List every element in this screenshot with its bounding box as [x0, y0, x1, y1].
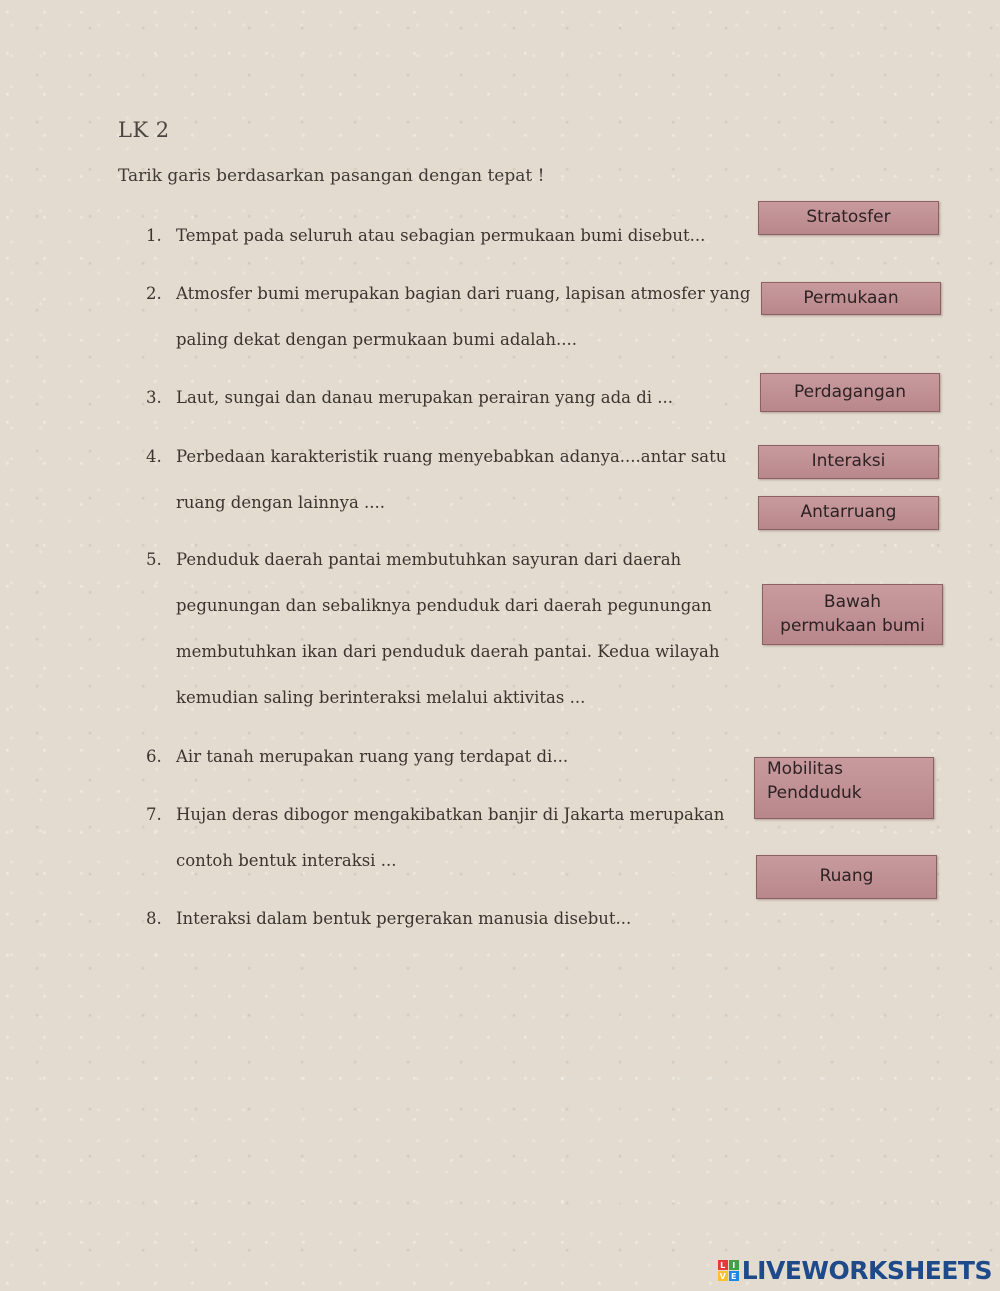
- answer-label: Bawah: [823, 591, 882, 612]
- question-text: Tempat pada seluruh atau sebagian permukaan bumi disebut...: [176, 226, 706, 245]
- answer-box-ruang[interactable]: [756, 855, 937, 899]
- question-number: 8.: [146, 909, 162, 928]
- instruction-text: Tarik garis berdasarkan pasangan dengan tepat !: [118, 166, 545, 186]
- question-text: Laut, sungai dan danau merupakan perairan yang ada di ...: [176, 388, 674, 407]
- question-text: kemudian saling berinteraksi melalui aktivitas ...: [176, 688, 586, 707]
- answer-label: Ruang: [819, 866, 874, 887]
- answer-label: Interaksi: [811, 451, 886, 472]
- question-text: Hujan deras dibogor mengakibatkan banjir di Jakarta merupakan: [176, 805, 725, 824]
- answer-label: permukaan bumi: [780, 615, 925, 636]
- question-number: 7.: [146, 805, 162, 824]
- question-text: pegunungan dan sebaliknya penduduk dari daerah pegunungan: [176, 596, 712, 615]
- question-text: membutuhkan ikan dari penduduk daerah pantai. Kedua wilayah: [176, 642, 720, 661]
- question-number: 2.: [146, 284, 162, 303]
- answer-box-mobilitas-penduduk[interactable]: [754, 757, 934, 819]
- worksheet-title: LK 2: [118, 118, 170, 142]
- liveworksheets-logo-icon: [718, 1260, 739, 1281]
- question-text: Perbedaan karakteristik ruang menyebabkan adanya....antar satu: [176, 447, 727, 466]
- logo-letter: E: [729, 1271, 739, 1281]
- answer-label: Permukaan: [803, 287, 899, 308]
- question-number: 1.: [146, 226, 162, 245]
- answer-box-stratosfer[interactable]: [758, 201, 939, 235]
- question-text: paling dekat dengan permukaan bumi adalah....: [176, 330, 577, 349]
- answer-label: Pendduduk: [767, 782, 862, 803]
- answer-box-perdagangan[interactable]: [760, 373, 940, 412]
- question-number: 4.: [146, 447, 162, 466]
- logo-letter: V: [719, 1271, 726, 1281]
- question-text: Penduduk daerah pantai membutuhkan sayuran dari daerah: [176, 550, 682, 569]
- answer-box-permukaan[interactable]: [761, 282, 941, 315]
- answer-label: Stratosfer: [806, 207, 891, 228]
- answer-box-antarruang[interactable]: [758, 496, 939, 530]
- question-number: 5.: [146, 550, 162, 569]
- answer-box-interaksi[interactable]: [758, 445, 939, 479]
- question-text: ruang dengan lainnya ....: [176, 493, 386, 512]
- answer-label: Perdagangan: [794, 381, 906, 402]
- question-text: Air tanah merupakan ruang yang terdapat di...: [176, 747, 569, 766]
- question-number: 6.: [146, 747, 162, 766]
- brand-name: LIVEWORKSHEETS: [741, 1256, 992, 1285]
- question-text: contoh bentuk interaksi ...: [176, 851, 397, 870]
- logo-letter: I: [729, 1260, 739, 1270]
- question-text: Interaksi dalam bentuk pergerakan manusia disebut...: [176, 909, 632, 928]
- answer-label: Antarruang: [800, 502, 897, 523]
- question-text: Atmosfer bumi merupakan bagian dari ruang, lapisan atmosfer yang: [176, 284, 751, 303]
- liveworksheets-brand: [718, 1256, 992, 1285]
- answer-label: Mobilitas: [767, 759, 843, 779]
- question-number: 3.: [146, 388, 162, 407]
- answer-box-bawah-permukaan-bumi[interactable]: [762, 584, 943, 645]
- logo-letter: L: [718, 1260, 728, 1270]
